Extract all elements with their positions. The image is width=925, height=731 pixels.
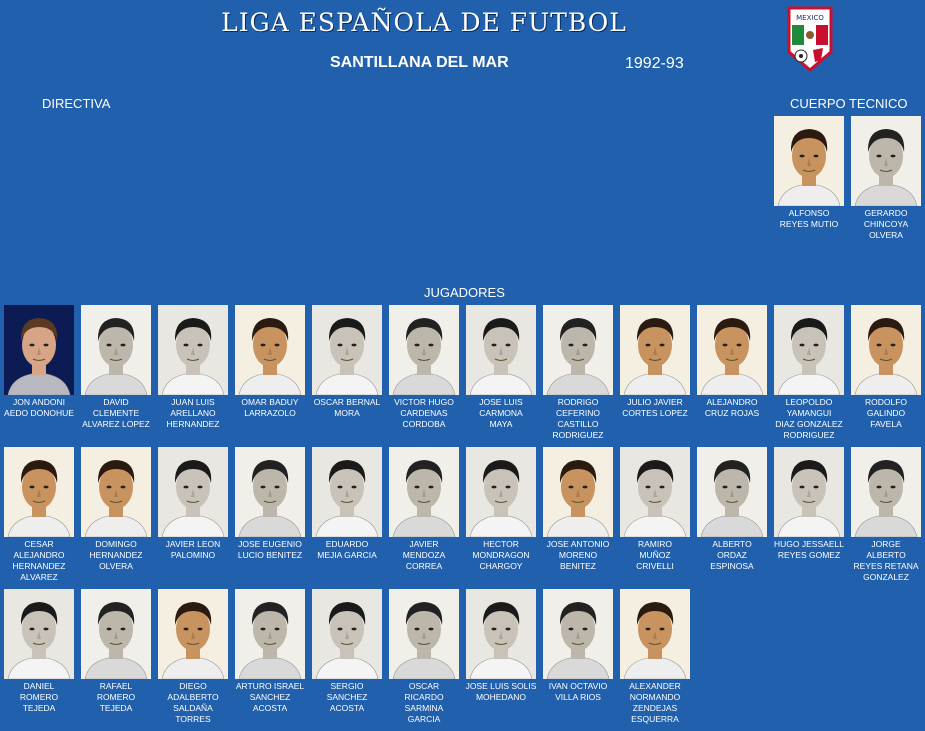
player-name-line: CORTES LOPEZ: [622, 408, 688, 418]
player-name-line: ALBERTO: [712, 539, 752, 549]
player-photo: [620, 305, 690, 395]
player-name: [79, 539, 153, 572]
player-card: [79, 447, 153, 572]
player-name-line: ALEJANDRO: [13, 550, 65, 560]
player-name-line: JOSE ANTONIO: [546, 539, 610, 549]
player-photo: [466, 305, 536, 395]
player-name: [2, 539, 76, 583]
player-name-line: CRIVELLI: [636, 561, 674, 571]
player-name-line: MONDRAGON: [472, 550, 530, 560]
player-card: [695, 447, 769, 572]
player-name-line: VICTOR HUGO: [394, 397, 454, 407]
player-name: [233, 397, 307, 419]
player-name-line: MORENO: [558, 550, 598, 560]
player-name-line: LEOPOLDO: [785, 397, 833, 407]
player-photo: [158, 589, 228, 679]
player-card: [618, 305, 692, 419]
player-name-line: ALEXANDER: [629, 681, 681, 691]
player-photo: [543, 589, 613, 679]
player-photo: [466, 447, 536, 537]
player-name-line: CARMONA: [479, 408, 523, 418]
player-name-line: DANIEL: [23, 681, 55, 691]
player-photo: [774, 447, 844, 537]
player-name-line: REYES GOMEZ: [777, 550, 841, 560]
player-name-line: JUAN LUIS: [171, 397, 215, 407]
player-name-line: HUGO JESSAELL: [774, 539, 844, 549]
player-name-line: CORREA: [405, 561, 443, 571]
player-name-line: RODRIGO: [557, 397, 599, 407]
player-name: [695, 397, 769, 419]
player-name: [387, 539, 461, 572]
player-card: [156, 305, 230, 430]
player-name-line: ALEJANDRO: [706, 397, 758, 407]
player-name-line: MOHEDANO: [475, 692, 527, 702]
player-name-line: SALDAÑA: [173, 703, 213, 713]
staff-name-line: CHINCOYA: [863, 219, 909, 229]
player-name-line: TORRES: [175, 714, 211, 724]
player-name-line: HERNANDEZ: [89, 550, 143, 560]
player-name-line: CASTILLO: [557, 419, 599, 429]
player-name-line: JORGE: [871, 539, 901, 549]
player-name-line: OSCAR: [408, 681, 440, 691]
player-name: [464, 397, 538, 430]
player-photo: [4, 305, 74, 395]
player-name: [156, 681, 230, 725]
player-name-line: ROMERO: [19, 692, 59, 702]
player-photo: [158, 305, 228, 395]
player-card: [79, 589, 153, 714]
player-photo: [81, 589, 151, 679]
player-name-line: JOSE EUGENIO: [238, 539, 302, 549]
player-card: [541, 305, 615, 441]
player-name-line: ARTURO ISRAEL: [235, 681, 305, 691]
player-name-line: NORMANDO: [629, 692, 681, 702]
player-name-line: DOMINGO: [95, 539, 137, 549]
player-card: [310, 447, 384, 561]
staff-name-line: OLVERA: [869, 230, 903, 240]
player-photo: [235, 589, 305, 679]
staff-photo: [851, 116, 921, 206]
player-name-line: CEFERINO: [556, 408, 600, 418]
player-name: [849, 539, 923, 583]
player-name-line: ARELLANO: [170, 408, 216, 418]
player-card: [772, 305, 846, 441]
cuerpo-tecnico-heading: CUERPO TECNICO: [790, 96, 908, 111]
player-name-line: LARRAZOLO: [244, 408, 296, 418]
player-name-line: VILLA RIOS: [555, 692, 601, 702]
staff-photo: [774, 116, 844, 206]
player-name-line: CARDENAS: [400, 408, 448, 418]
player-name-line: YAMANGUI: [786, 408, 832, 418]
player-photo: [543, 305, 613, 395]
player-name-line: CHARGOY: [479, 561, 523, 571]
player-name-line: ALVAREZ LOPEZ: [82, 419, 150, 429]
player-photo: [620, 589, 690, 679]
team-name: SANTILLANA DEL MAR: [330, 54, 509, 71]
player-card: [618, 447, 692, 572]
mexico-crest-icon: [785, 4, 835, 74]
player-card: [2, 589, 76, 714]
player-name-line: DIEGO: [179, 681, 207, 691]
staff-card: [772, 116, 846, 230]
player-name-line: ALBERTO: [866, 550, 906, 560]
player-card: [387, 305, 461, 430]
staff-name: [849, 208, 923, 241]
player-name-line: OMAR BADUY: [241, 397, 299, 407]
player-photo: [312, 447, 382, 537]
player-name: [464, 539, 538, 572]
player-photo: [389, 305, 459, 395]
player-card: [233, 305, 307, 419]
player-name: [79, 681, 153, 714]
player-name: [695, 539, 769, 572]
player-name-line: RODRIGUEZ: [552, 430, 604, 440]
staff-name-line: ALFONSO: [788, 208, 830, 218]
player-name-line: SANCHEZ: [249, 692, 291, 702]
player-name-line: GARCIA: [407, 714, 441, 724]
player-name-line: SERGIO: [330, 681, 364, 691]
player-name: [233, 539, 307, 561]
player-name-line: HECTOR: [483, 539, 519, 549]
player-photo: [81, 305, 151, 395]
player-photo: [312, 589, 382, 679]
season-label: 1992-93: [625, 55, 684, 72]
player-name-line: MUÑOZ: [639, 550, 671, 560]
crest-text: MEXICO: [796, 14, 824, 22]
player-name: [310, 539, 384, 561]
player-name-line: JAVIER: [409, 539, 439, 549]
player-card: [695, 305, 769, 419]
player-photo: [697, 305, 767, 395]
staff-card: [849, 116, 923, 241]
player-name-line: ZENDEJAS: [632, 703, 678, 713]
player-name-line: MAYA: [489, 419, 513, 429]
player-name: [464, 681, 538, 703]
player-name-line: MEJIA GARCIA: [317, 550, 377, 560]
player-name-line: JOSE LUIS: [479, 397, 523, 407]
player-name-line: CORDOBA: [402, 419, 446, 429]
player-name-line: PALOMINO: [170, 550, 216, 560]
player-name: [772, 539, 846, 561]
player-name: [618, 397, 692, 419]
player-name-line: RAMIRO: [638, 539, 672, 549]
player-name-line: MENDOZA: [402, 550, 446, 560]
player-name-line: DIAZ GONZALEZ: [775, 419, 843, 429]
player-card: [464, 447, 538, 572]
player-name-line: ESQUERRA: [631, 714, 679, 724]
player-card: [2, 305, 76, 419]
player-name-line: JULIO JAVIER: [627, 397, 683, 407]
player-name-line: SARMINA: [404, 703, 444, 713]
player-name: [156, 539, 230, 561]
player-photo: [81, 447, 151, 537]
player-name-line: GONZALEZ: [863, 572, 909, 582]
player-photo: [697, 447, 767, 537]
player-photo: [774, 305, 844, 395]
player-card: [541, 447, 615, 572]
player-card: [541, 589, 615, 703]
jugadores-heading: JUGADORES: [424, 285, 505, 300]
player-name-line: BENITEZ: [560, 561, 596, 571]
player-name-line: ACOSTA: [252, 703, 288, 713]
player-photo: [851, 447, 921, 537]
player-name: [772, 397, 846, 441]
player-name-line: RICARDO: [404, 692, 444, 702]
player-name: [310, 681, 384, 714]
player-card: [310, 589, 384, 714]
player-name-line: HERNANDEZ: [12, 561, 66, 571]
player-name: [156, 397, 230, 430]
player-card: [233, 447, 307, 561]
player-photo: [851, 305, 921, 395]
staff-name-line: REYES MUTIO: [779, 219, 839, 229]
player-name: [2, 397, 76, 419]
player-name-line: CESAR: [24, 539, 54, 549]
player-card: [156, 589, 230, 725]
directiva-heading: DIRECTIVA: [42, 96, 111, 111]
player-card: [310, 305, 384, 419]
player-name-line: SANCHEZ: [326, 692, 368, 702]
player-card: [2, 447, 76, 583]
player-photo: [389, 447, 459, 537]
player-name-line: OSCAR BERNAL: [313, 397, 381, 407]
player-name-line: RODOLFO: [864, 397, 908, 407]
player-name-line: HERNANDEZ: [166, 419, 220, 429]
player-name-line: REYES RETANA: [853, 561, 919, 571]
player-name-line: ADALBERTO: [167, 692, 219, 702]
player-photo: [312, 305, 382, 395]
player-name: [541, 397, 615, 441]
player-name-line: JAVIER LEON: [165, 539, 221, 549]
player-name-line: ALVAREZ: [20, 572, 58, 582]
player-name: [387, 397, 461, 430]
player-name: [541, 539, 615, 572]
player-name-line: CLEMENTE: [92, 408, 140, 418]
player-name-line: JOSE LUIS SOLIS: [465, 681, 537, 691]
player-name: [387, 681, 461, 725]
player-card: [233, 589, 307, 714]
staff-name-line: GERARDO: [864, 208, 908, 218]
staff-name: [772, 208, 846, 230]
player-photo: [466, 589, 536, 679]
player-name-line: AEDO DONOHUE: [4, 408, 74, 418]
player-name-line: ORDAZ: [717, 550, 747, 560]
player-name-line: RAFAEL: [99, 681, 133, 691]
player-name: [541, 681, 615, 703]
player-card: [849, 447, 923, 583]
player-photo: [389, 589, 459, 679]
player-name: [618, 539, 692, 572]
player-name-line: ROMERO: [96, 692, 136, 702]
player-name: [79, 397, 153, 430]
player-photo: [235, 447, 305, 537]
player-name-line: JON ANDONI: [13, 397, 65, 407]
player-name-line: ESPINOSA: [710, 561, 754, 571]
player-photo: [543, 447, 613, 537]
player-name-line: OLVERA: [99, 561, 133, 571]
player-name: [618, 681, 692, 725]
player-card: [79, 305, 153, 430]
player-card: [618, 589, 692, 725]
player-name-line: FAVELA: [870, 419, 902, 429]
player-photo: [4, 447, 74, 537]
player-name-line: TEJEDA: [99, 703, 133, 713]
player-name-line: EDUARDO: [325, 539, 369, 549]
page-title: LIGA ESPAÑOLA DE FUTBOL: [221, 8, 627, 37]
player-photo: [158, 447, 228, 537]
player-name-line: CRUZ ROJAS: [704, 408, 760, 418]
player-name-line: RODRIGUEZ: [783, 430, 835, 440]
player-name: [2, 681, 76, 714]
player-name: [849, 397, 923, 430]
player-card: [387, 447, 461, 572]
player-card: [772, 447, 846, 561]
player-name-line: LUCIO BENITEZ: [237, 550, 303, 560]
player-photo: [620, 447, 690, 537]
player-card: [849, 305, 923, 430]
player-photo: [235, 305, 305, 395]
player-name-line: ACOSTA: [329, 703, 365, 713]
player-card: [387, 589, 461, 725]
player-card: [464, 305, 538, 430]
player-card: [156, 447, 230, 561]
player-name-line: MORA: [334, 408, 360, 418]
player-name-line: TEJEDA: [22, 703, 56, 713]
player-name: [233, 681, 307, 714]
player-name-line: DAVID: [103, 397, 129, 407]
player-name-line: GALINDO: [866, 408, 906, 418]
player-name: [310, 397, 384, 419]
player-photo: [4, 589, 74, 679]
player-name-line: IVAN OCTAVIO: [548, 681, 608, 691]
player-card: [464, 589, 538, 703]
